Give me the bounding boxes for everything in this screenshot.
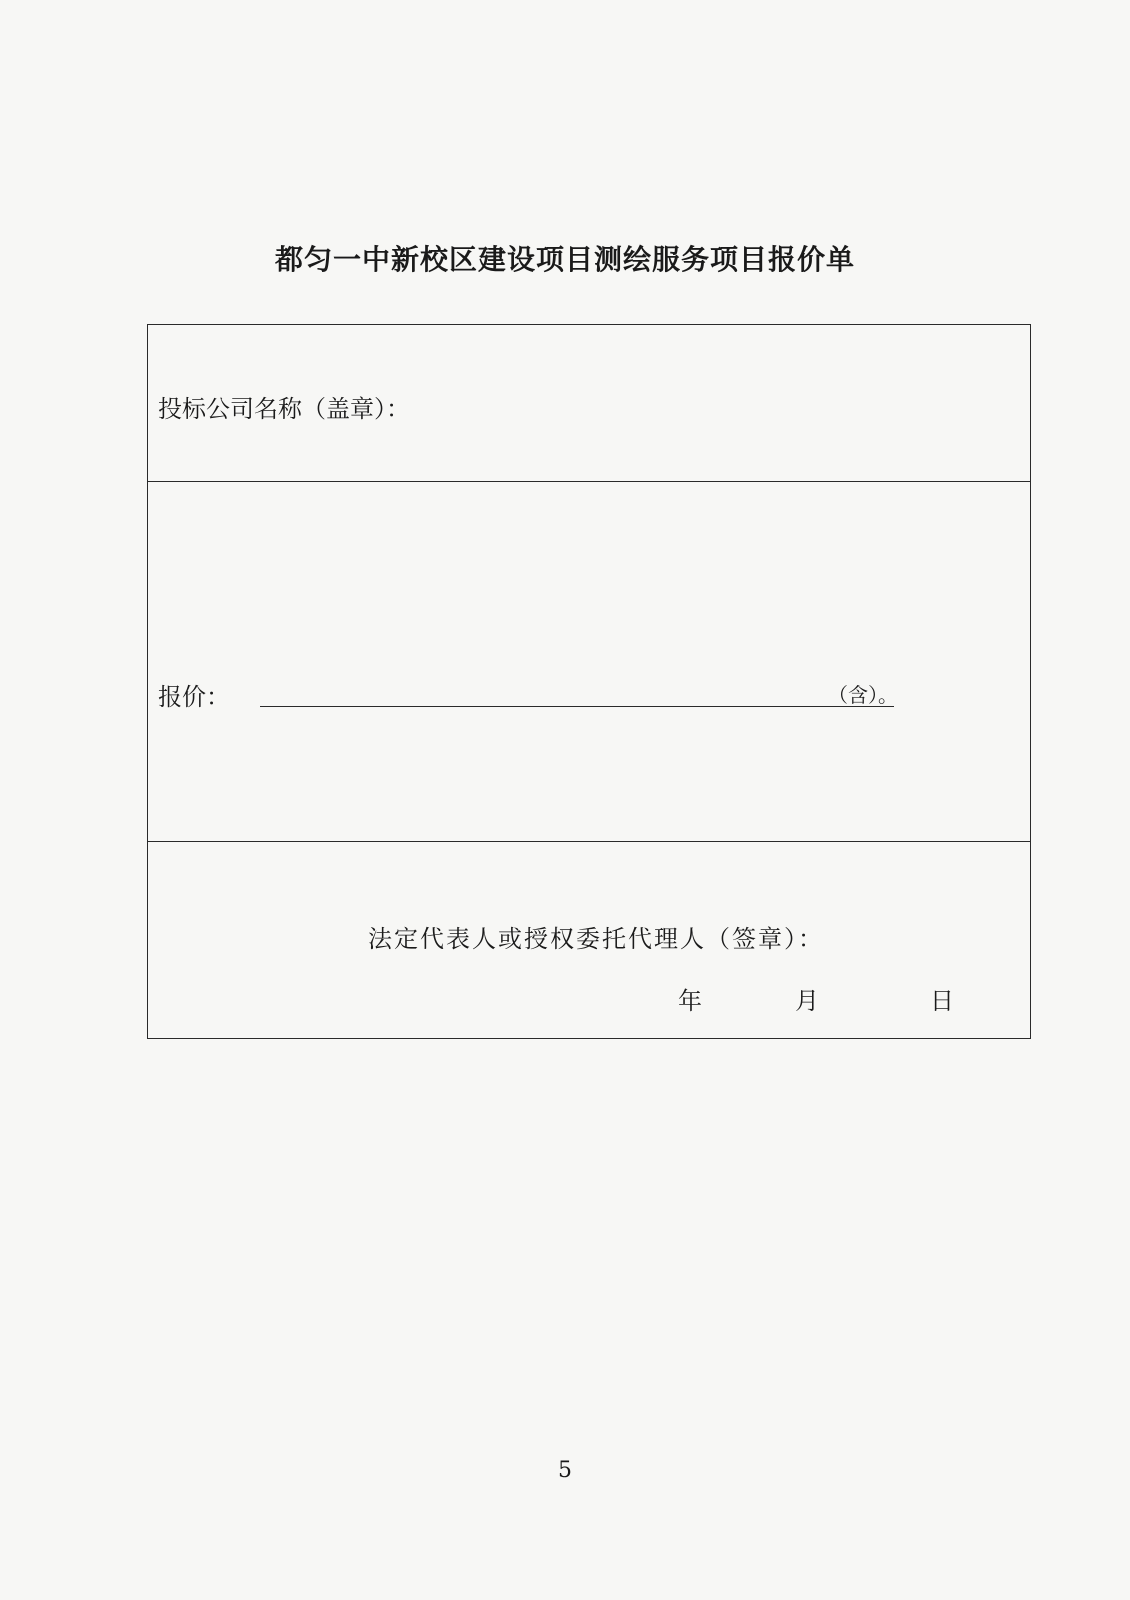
date-month-label: 月 (795, 987, 819, 1015)
signature-row (148, 841, 1030, 1038)
quotation-form-table (147, 324, 1031, 1039)
price-blank-line (260, 706, 894, 707)
page-number: 5 (558, 1458, 572, 1483)
price-label: 报价： (158, 683, 230, 711)
page-title: 都匀一中新校区建设项目测绘服务项目报价单 (274, 243, 855, 276)
price-row (148, 481, 1030, 842)
company-name-label: 投标公司名称（盖章）： (158, 395, 410, 423)
date-year-label: 年 (678, 987, 702, 1015)
signature-label: 法定代表人或授权委托代理人（签章）： (368, 925, 824, 953)
company-row (148, 325, 1030, 482)
price-suffix: （含）。 (828, 683, 898, 707)
date-day-label: 日 (930, 987, 954, 1015)
